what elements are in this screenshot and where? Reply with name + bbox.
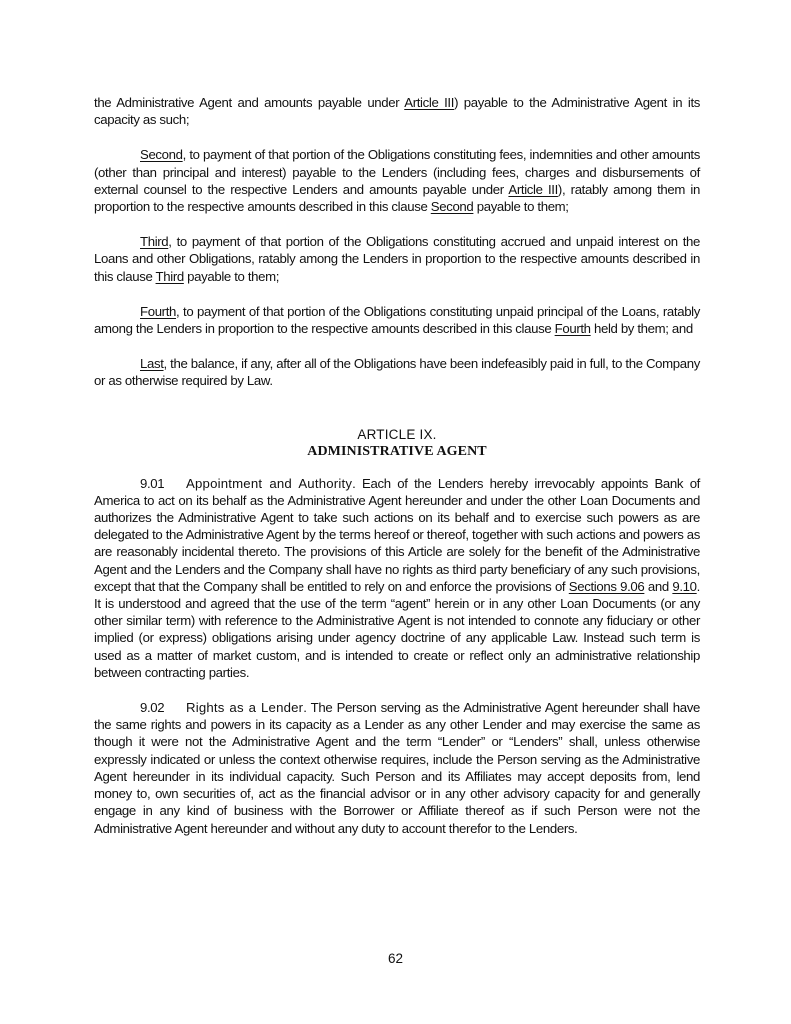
section-number: 9.01	[140, 475, 165, 491]
carryover-text-b: ) payable to the Administrative Agent in its capacity as such;	[94, 95, 701, 128]
clause-second-text-b: ), ratably among them in proportion to the respective amounts described in this clause	[94, 181, 700, 215]
carryover-paragraph	[94, 94, 700, 128]
document-page	[94, 94, 700, 855]
clause-last-text-a: , the balance, if any, after all of the Obligations have been indefeasibly paid in full, to the Company or as otherwise required by Law.	[94, 356, 700, 389]
section-9-01-text-c: . It is understood and agreed that the use of the term “agent” herein or in any other Loan Documents (or any other similar term) with reference to the Administrative Agent is not intended to connote any fiduciary or other implied (or express) obligations arising under agency doctrine of any applicable Law. Instead such term is used as a matter of market custom, and is intended to create or reflect only an administrative relationship between contracting parties.	[94, 578, 700, 680]
article-iii-reference: Article III	[404, 95, 455, 110]
section-9-02-paragraph	[94, 699, 700, 837]
clause-fourth-text-b: held by them; and	[590, 321, 693, 337]
clause-second-text-c: payable to them;	[473, 199, 569, 215]
page-number: 62	[387, 951, 404, 966]
clause-fourth-reference: Fourth	[554, 321, 591, 337]
article-iii-reference: Article III	[508, 181, 558, 197]
section-9-06-reference: Sections 9.06	[568, 578, 645, 594]
section-9-01-text-b: and	[644, 578, 673, 594]
section-9-02-text-a: . The Person serving as the Administrative Agent hereunder shall have the same rights and powers in its capacity as a Lender as any other Lender and may exercise the same as though it were not the Administrative Agent and the term “Lender” or “Lenders” shall, unless otherwise expressly indicated or unless the context otherwise requires, include the Person serving as the Administrative Agent hereunder in its individual capacity. Such Person and its Affiliates may accept deposits from, lend money to, own securities of, act as the financial advisor or in any other advisory capacity for and generally engage in any kind of business with the Borrower or Affiliate thereof as if such Person were not the Administrative Agent hereunder and without any duty to account therefor to the Lenders.	[94, 700, 701, 836]
clause-third-text-a: , to payment of that portion of the Obligations constituting accrued and unpaid interest on the Loans and other Obligations, ratably among the Lenders in proportion to the respective amounts described in this clause	[94, 234, 700, 284]
carryover-text-a: the Administrative Agent and amounts payable under	[94, 95, 405, 110]
clause-fourth-paragraph	[94, 303, 700, 337]
section-title: Rights as a Lender	[186, 700, 304, 716]
section-9-10-reference: 9.10	[672, 578, 697, 594]
clause-second-text-a: , to payment of that portion of the Obligations constituting fees, indemnities and other amounts (other than principal and interest) payable to the Lenders (including fees, charges and disbursements of external counsel to the respective Lenders and amounts payable under	[94, 147, 700, 197]
section-title: Appointment and Authority	[186, 475, 353, 491]
article-title: ADMINISTRATIVE AGENT	[307, 443, 487, 459]
article-number: ARTICLE IX.	[357, 426, 437, 442]
clause-third-label: Third	[140, 234, 169, 250]
clause-last-label: Last	[140, 356, 164, 372]
clause-third-paragraph	[94, 233, 700, 285]
clause-fourth-label: Fourth	[140, 303, 177, 319]
clause-last-paragraph	[94, 355, 700, 389]
clause-third-text-b: payable to them;	[183, 268, 280, 284]
section-9-01-text-a: . Each of the Lenders hereby irrevocably appoints Bank of America to act on its behalf as the Administrative Agent hereunder and under the other Loan Documents and authorizes the Administrative Agent to take such actions on its behalf and to exercise such powers as are delegated to the Administrative Agent by the terms hereof or thereof, together with such actions and powers as are reasonably incidental thereto. The provisions of this Article are solely for the benefit of the Administrative Agent and the Lenders and the Company shall have no rights as third party beneficiary of any such provisions, except that that the Company shall be entitled to rely on and enforce the provisions of	[94, 475, 700, 594]
clause-third-reference: Third	[155, 268, 184, 284]
article-heading	[94, 426, 700, 461]
section-number: 9.02	[140, 700, 165, 716]
clause-second-paragraph	[94, 146, 700, 215]
section-9-01-paragraph	[94, 475, 700, 681]
clause-second-reference: Second	[430, 199, 474, 215]
clause-fourth-text-a: , to payment of that portion of the Obligations constituting unpaid principal of the Loans, ratably among the Lenders in proportion to the respective amounts described in this clause	[94, 303, 700, 337]
clause-second-label: Second	[140, 147, 183, 163]
